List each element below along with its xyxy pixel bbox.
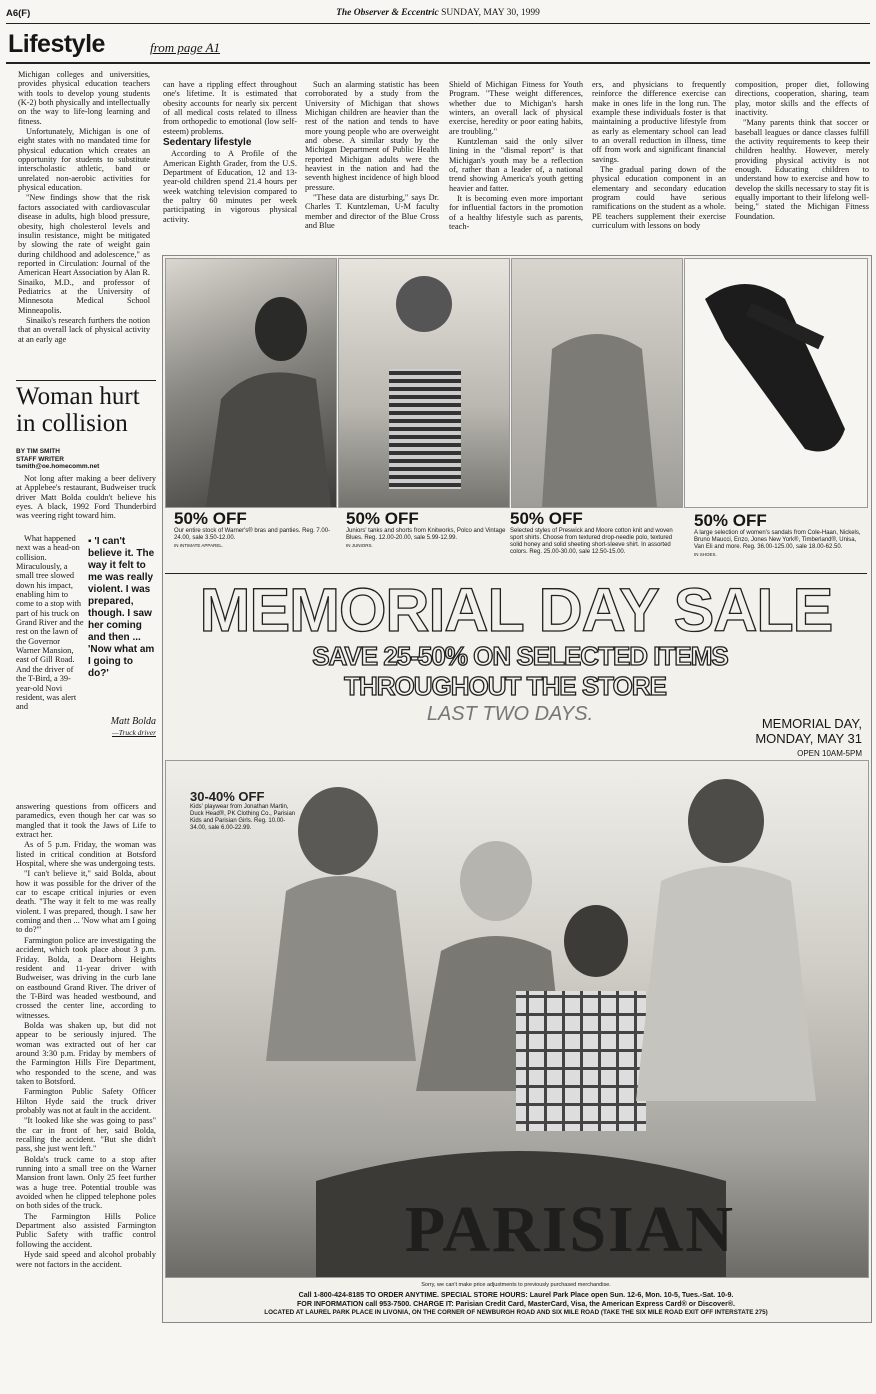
ad-divider [165, 573, 867, 574]
story-lead [16, 474, 156, 532]
paragraph: composition, proper diet, following directions, cooperation, sharing, team play, motor skills and the effects of inactivity. [735, 80, 869, 118]
story-body [16, 802, 156, 1388]
story-column-4 [449, 80, 583, 252]
kids-offer-percent: 30-40% OFF [190, 789, 265, 804]
byline-role: STAFF WRITER [16, 455, 64, 463]
paragraph: The gradual paring down of the physical education component in an elementary and secondary education program could have serious ramifications on the student as a whole. PE teachers supplement their exercise curriculum with lessons on body [592, 165, 726, 231]
story-column-1 [18, 70, 150, 376]
offer-2-percent: 50% OFF [346, 509, 419, 528]
open-hours: OPEN 10AM-5PM [797, 749, 862, 758]
kids-offer-text: Kids' playwear from Jonathan Martin, Duck Head®, PK Clothing Co., Parisian Kids and Parisian Girls. Reg. 10.00-34.00, sale 6.00-22.99. [190, 804, 296, 831]
paragraph: Kuntzleman said the only silver lining in the "dismal report" is that Michigan's youth may be a reflection of, rather than a leader of, a national trend showing America's youth getting heavier and fatter. [449, 137, 583, 193]
paragraph: can have a rippling effect throughout one's lifetime. It is estimated that obesity accounts for nearly six percent of all medical costs related to illness from orthopedic to emotional (low self-esteem) problems. [163, 80, 297, 136]
location-line: LOCATED AT LAUREL PARK PLACE IN LIVONIA, ON THE CORNER OF NEWBURGH ROAD AND SIX MILE ROAD (TAKE THE SIX MILE ROAD EXIT OFF INTERSTATE 275) [264, 1308, 768, 1316]
offer-4-dept: IN SHOES. [694, 552, 717, 557]
offer-1-dept: IN INTIMATE APPAREL. [174, 543, 224, 548]
paragraph: "Many parents think that soccer or baseball leagues or dance classes fulfill the activity requirements to keep their children healthy. However, merely providing physical activity is not enough. Educating children to understand how to exercise and how to develop the skills necessary to stay fit is equally important to their lifelong well-being," stated the Michigan Fitness Foundation. [735, 118, 869, 221]
paragraph: Farmington Public Safety Officer Hilton Hyde said the truck driver probably was not at fault in the accident. [16, 1087, 156, 1115]
tank-top-graphic [339, 259, 509, 507]
story-column-5 [592, 80, 726, 252]
byline [16, 448, 156, 471]
publication-name: The Observer & Eccentric [336, 8, 439, 18]
section-title: Lifestyle [8, 30, 105, 58]
pull-quote-role: —Truck driver [112, 728, 156, 737]
save-line: SAVE 25-50% ON SELECTED ITEMS [312, 641, 728, 671]
offer-4-percent: 50% OFF [694, 511, 767, 530]
sale-headline: MEMORIAL DAY SALE [199, 576, 833, 644]
ad-contact-block [166, 1291, 866, 1317]
polo-shirt-graphic [512, 259, 682, 507]
offer-3-percent: 50% OFF [510, 509, 583, 528]
monday-label: MONDAY, MAY 31 [755, 731, 862, 746]
continued-from: from page A1 [150, 40, 221, 55]
offer-4-text: A large selection of women's sandals from Cole-Haan, Nickels, Bruno Maucci, Enzo, Jones New York®, Timberland®, Unisa, Van Eli and more. Reg. 36.00-125.00, sale 18.00-62.50. [694, 530, 861, 550]
paragraph: Hyde said speed and alcohol probably were not factors in the accident. [16, 1250, 156, 1269]
section-rule [6, 62, 870, 64]
paragraph: It is becoming even more important for influential factors in the promotion of a healthy lifestyle such as parents, teach- [449, 194, 583, 232]
paragraph: Farmington police are investigating the accident, which took place about 3 p.m. Friday. Bolda, a Dearborn Heights resident and 11-year driver with Budweiser, was driving in the curb lane on eastbound Grand River. The driver of the T-Bird was headed westbound, and crossed the center line, according to witnesses. [16, 935, 156, 1020]
offer-1-text: Our entire stock of Warner's® bras and panties. Reg. 7.00-24.00, sale 3.50-12.00. [174, 528, 331, 541]
offer-2-dept: IN JUNIORS. [346, 543, 373, 548]
paragraph: answering questions from officers and paramedics, even though her car was so mangled that it took the Jaws of Life to extract her. [16, 802, 156, 840]
last-two-days: LAST TWO DAYS. [426, 703, 594, 725]
offer-1 [174, 510, 340, 549]
story-column-2 [163, 80, 297, 252]
story-divider [16, 380, 156, 381]
paragraph: "I can't believe it," said Bolda, about how it was possible for the driver of the car to escape critical injuries or even death. "The way it felt to me was really violent. I was prepared, though. I saw her coming and then ... 'Now what am I going to do?'" [16, 869, 156, 935]
product-photo-bra [165, 258, 337, 508]
story-column-3 [305, 80, 439, 252]
throughout-line: THROUGHOUT THE STORE [344, 671, 666, 701]
paragraph: Bolda was shaken up, but did not appear to be seriously injured. The woman was extracted out of her car around 3:30 p.m. Friday by members of the Farmington Hills Fire Department, who responded to the scene, and was taken to Botsford. [16, 1020, 156, 1086]
pull-quote [88, 536, 156, 680]
woman-silhouette-graphic [166, 259, 336, 507]
page-number: A6(F) [6, 8, 31, 19]
byline-name: BY TIM SMITH [16, 448, 60, 455]
publication-date: SUNDAY, MAY 30, 1999 [441, 8, 540, 18]
paragraph: Shield of Michigan Fitness for Youth Program. "These weight differences, whether due to Michigan's harsh winters, an overall lack of physical exercise, heredity or poor eating habits, are troubling." [449, 80, 583, 136]
masthead-rule [6, 23, 870, 24]
paragraph: Michigan colleges and universities, provides physical education teachers with tools to develop young students (K-2) both physically and intellectually on the way to life-long learning and fitness. [18, 70, 150, 126]
pull-quote-text: 'I can't believe it. The way it felt to me was really violent. I was prepared, though. I saw her coming and then ... 'Now what am I going to do?' [88, 536, 155, 679]
call-line: Call 1-800-424-8185 TO ORDER ANYTIME. SPECIAL STORE HOURS: Laurel Park Place open Sun. 12-6, Mon. 10-5, Tues.-Sat. 10-9. [298, 1291, 734, 1299]
subhead: Sedentary lifestyle [163, 137, 252, 149]
paragraph: Not long after making a beer delivery at Applebee's restaurant, Budweiser truck driver Matt Bolda couldn't believe his eyes. A black, 1992 Ford Thunderbird was veering right toward him. [16, 474, 156, 521]
memorial-day-label: MEMORIAL DAY, [761, 716, 862, 731]
paragraph: "New findings show that the risk factors associated with cardiovascular disease in adults, high blood pressure, obesity, high cholesterol levels and insulin resistance, might be mitigated by slowing the rate of weight gain during childhood and adolescence," as reported in Circulation: Journal of the American Heart Association by Alan R. Sinaiko, M.D., and professor of Pediatrics at the University of Minnesota Medical School Minneapolis. [18, 193, 150, 315]
product-photo-shirt [511, 258, 683, 508]
quote-marker-icon: ▪ [88, 536, 95, 547]
paragraph: ers, and physicians to frequently reinforce the difference exercise can make in ones life in the long run. The example these individuals foster is that maintaining a productive lifestyle from as early as elementary school can lead to an overall reduction in illness, time off from work and significant financial savings. [592, 80, 726, 164]
offer-2-text: Juniors' tanks and shorts from Knitworks, Polco and Vintage Blues. Reg. 12.00-20.00, sale 5.99-12.99. [346, 528, 506, 541]
paragraph: The Farmington Hills Police Department also assisted Farmington Public Safety with traffic control following the accident. [16, 1211, 156, 1249]
memorial-day-date [700, 716, 862, 761]
product-photo-tank [338, 258, 510, 508]
product-photo-sandal [684, 258, 868, 508]
paragraph: Unfortunately, Michigan is one of eight states with no mandated time for physical education which creates an opportunity for students to substitute interscholastic athletic, band or unrelated non-aerobic activities for physical education. [18, 127, 150, 193]
publication-line [0, 8, 876, 18]
story-headline: Woman hurt in collision [16, 383, 140, 437]
paragraph: "It looked like she was going to pass" the car in front of her, said Bolda, recalling the accident. "But she didn't pass, she just went left." [16, 1116, 156, 1154]
offer-3 [510, 510, 682, 556]
kids-offer [190, 790, 300, 832]
offer-4 [694, 512, 866, 558]
story-narrow-column [16, 534, 84, 800]
story-column-6 [735, 80, 869, 252]
pull-quote-name: Matt Bolda [110, 716, 156, 727]
paragraph: Such an alarming statistic has been corroborated by a study from the University of Michigan that shows Michigan children are heavier than the rest of the nation and tends to have more young people who are overweight and obese. A similar study by the Michigan Department of Public Health reported Michigan adults were the heaviest in the nation and had the seventh highest incidence of high blood pressure. [305, 80, 439, 192]
paragraph: Bolda's truck came to a stop after running into a small tree on the Warner Mansion front lawn. Only 25 feet further was a huge tree. Potential trouble was avoided when he clipped telephone poles on both sides of the truck. [16, 1154, 156, 1211]
store-logo: PARISIAN [404, 1193, 736, 1266]
byline-email: tsmith@oe.homecomm.net [16, 463, 100, 470]
paragraph: What happened next was a head-on collision. Miraculously, a small tree slowed down his impact, enabling him to come to a stop with part of his truck on Grand River and the rest on the lawn of the Governor Warner Mansion, east of Gill Road. And the driver of the T-Bird, a 39-year-old Novi resident, was alert and [16, 534, 84, 712]
info-line: FOR INFORMATION call 953-7500. CHARGE IT: Parisian Credit Card, MasterCard, Visa, the American Express Card® or Discover®. [296, 1299, 736, 1308]
paragraph: As of 5 p.m. Friday, the woman was listed in critical condition at Botsford Hospital, where she was undergoing tests. [16, 840, 156, 869]
sandal-graphic [685, 259, 867, 507]
paragraph: According to A Profile of the American Eighth Grader, from the U.S. Department of Education, 12 and 13-year-old children spend 21.4 hours per week watching television compared to the paltry 60 minutes per week participating in vigorous physical activity. [163, 149, 297, 224]
paragraph: "These data are disturbing," says Dr. Charles T. Kuntzleman, U-M faculty member and director of the Blue Cross and Blue [305, 193, 439, 231]
ad-disclaimer: Sorry, we can't make price adjustments to previously purchased merchandise. [421, 1282, 611, 1288]
pull-quote-attribution [88, 716, 156, 738]
offer-3-text: Selected styles of Preswick and Moore cotton knit and woven sport shirts. Choose from textured drop-needle polo, textured solid honey and solid sheeting short-sleeve shirt. In assorted colors. Reg. 25.00-30.00, sale 12.50-15.00. [510, 528, 673, 555]
paragraph: Sinaiko's research furthers the notion that an overall lack of physical activity at an early age [18, 315, 150, 344]
offer-1-percent: 50% OFF [174, 509, 247, 528]
offer-2 [346, 510, 506, 549]
